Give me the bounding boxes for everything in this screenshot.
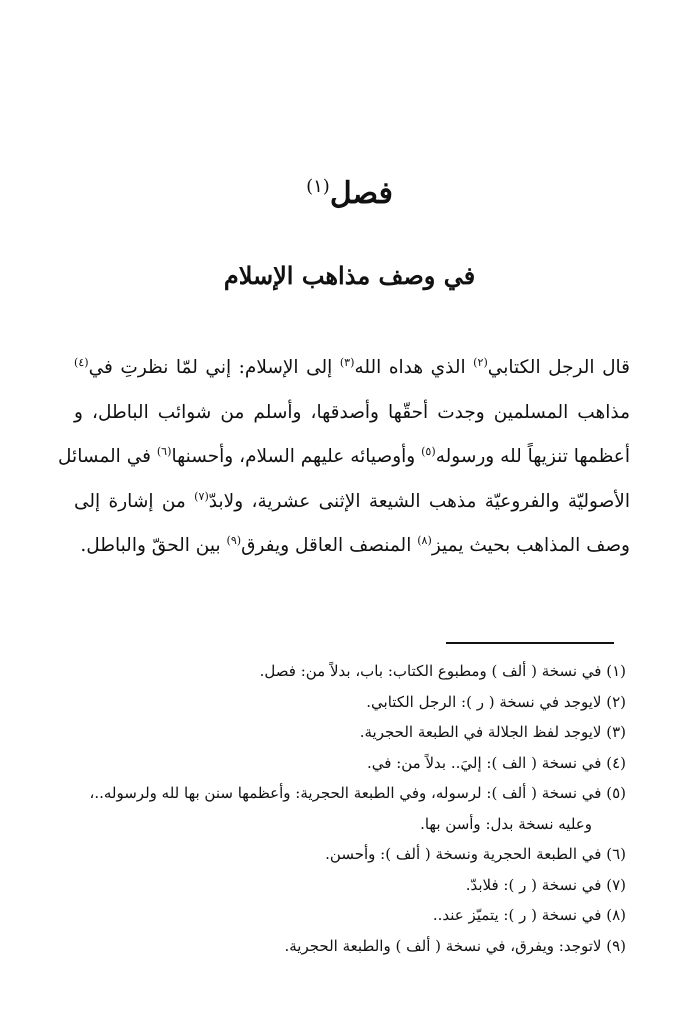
body-text-run: من إشارة إلى [74,490,195,512]
body-text-run: إلى الإسلام: إني لمّا نظرتِ في [88,357,340,378]
footnote-ref: (٩) [226,533,242,547]
chapter-title-text: فصل [329,176,393,211]
chapter-subtitle: في وصف مذاهب الإسلام [223,261,476,290]
body-text-run: الأصوليّة والفروعيّة مذهب الشيعة الإثنى عشرية، ولابدّ [208,490,631,512]
footnote-ref: (٧) [194,489,209,503]
body-line [74,391,630,436]
footnote: (٧) في نسخة ( ر ): فلابدّ. [465,875,626,894]
footnote-ref: (٣) [339,355,355,369]
footnotes-list [66,656,626,961]
footnote: (١) في نسخة ( ألف ) ومطبوع الكتاب: باب، بدلاً من: فصل. [259,662,626,680]
footnote-ref: (٥) [421,444,436,458]
footnote: (٤) في نسخة ( الف ): إليَ.. بدلاً من: في. [367,753,626,772]
footnote: (٢) لايوجد في نسخة ( ر ): الرجل الكتابي. [366,692,626,711]
footnote-ref: (٨) [417,533,432,547]
body-line [74,480,630,525]
footnote-ref: (٢) [473,355,488,369]
body-text-run: وصف المذاهب بحيث يميز [431,535,630,556]
body-text-run: الذي هداه الله [354,357,474,378]
body-paragraph [58,346,631,569]
body-text-run: المنصف العاقل ويفرق [241,535,418,556]
body-text-run: مذاهب المسلمين وجدت أحقّها وأصدقها، وأسلم من شوائب الباطل، و [74,401,630,423]
body-line [74,524,630,569]
footnote: (٦) في الطبعة الحجرية ونسخة ( ألف ): وأحسن. [325,845,626,863]
body-text-run: قال الرجل الكتابي [487,357,630,378]
body-line [58,435,630,480]
body-text-run: بين الحقّ والباطل. [80,535,227,556]
footnote: (٨) في نسخة ( ر ): يتميّز عند.. [432,906,626,924]
footnote-ref: (٦) [156,444,172,458]
chapter-title-note-ref: (١) [306,176,330,197]
body-text-run: وأوصيائه عليهم السلام، وأحسنها [171,446,422,467]
footnote-ref: (٤) [74,355,89,369]
footnote: (٩) لاتوجد: ويفرق، في نسخة ( ألف ) والطبعة الحجرية. [284,936,626,955]
footnote: (٣) لايوجد لفظ الجلالة في الطبعة الحجرية. [359,723,626,741]
body-line [74,346,630,391]
footnote: (٥) في نسخة ( ألف ): لرسوله، وفي الطبعة الحجرية: وأعظمها سنن بها لله ولرسوله..، [89,784,626,802]
footnote-continuation: وعليه نسخة بدل: وأسن بها. [420,814,592,833]
footnote-divider [446,642,614,644]
body-text-run: أعظمها تنزيهاً لله ورسوله [435,446,630,467]
body-text-run: في المسائل [58,446,157,467]
chapter-title [0,172,699,216]
